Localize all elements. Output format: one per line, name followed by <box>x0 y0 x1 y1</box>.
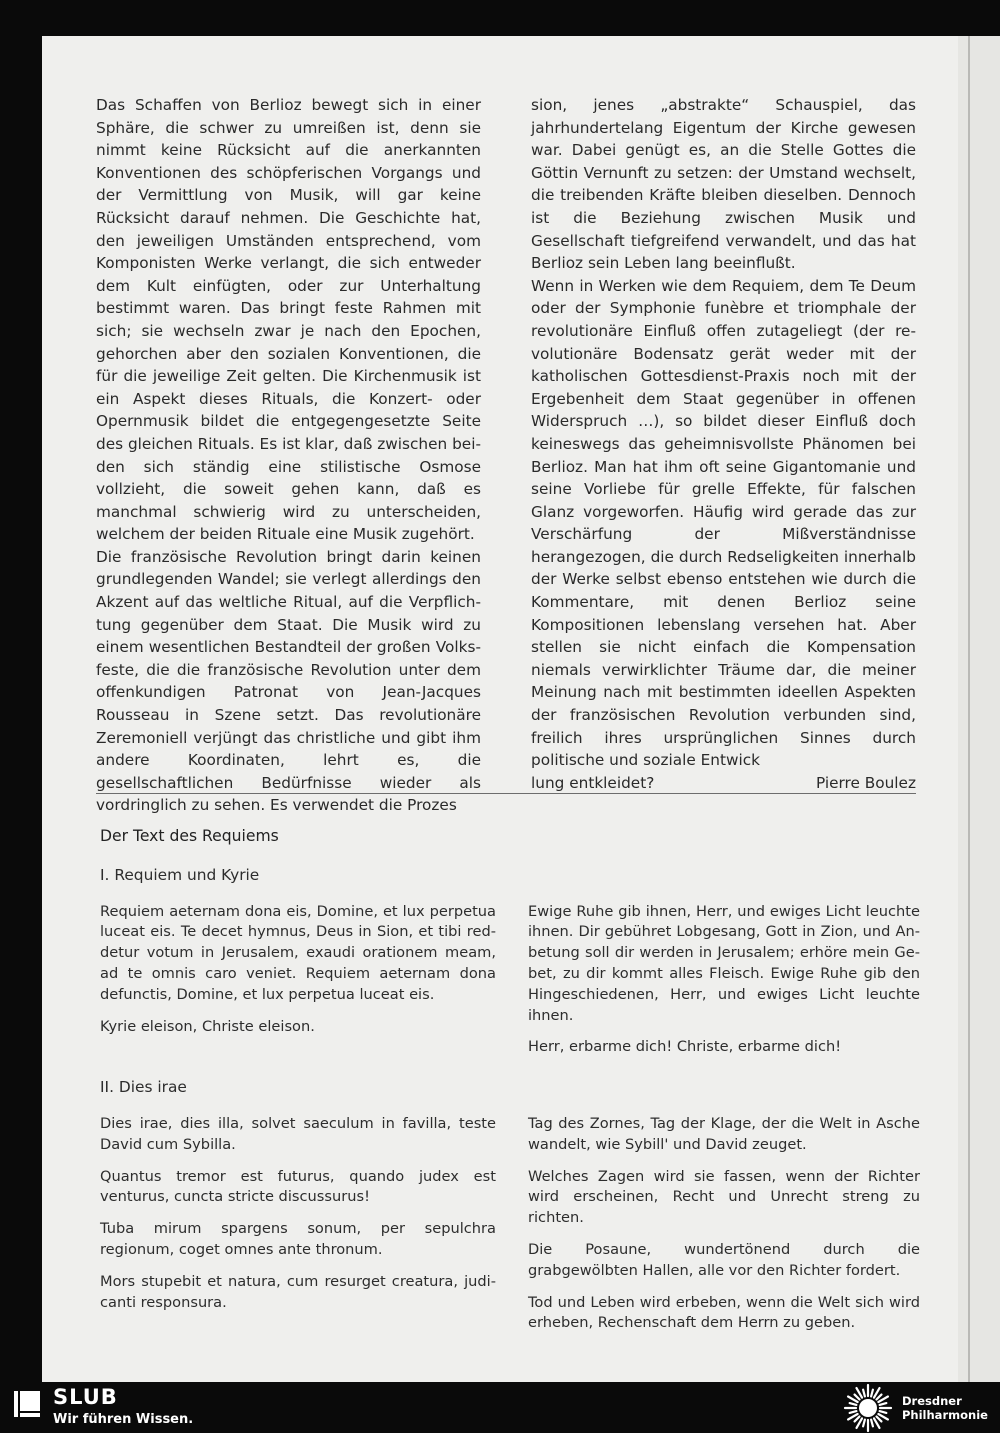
footer-bar <box>0 1382 1000 1433</box>
latin-verse: Tuba mirum spargens sonum, per sepulchra regionum, coget omnes ante thronum. <box>100 1220 496 1258</box>
sunburst-ray <box>855 1395 860 1400</box>
sunburst-ray <box>863 1420 865 1427</box>
book-stack-icon <box>14 1389 40 1419</box>
sunburst-ray <box>880 1403 887 1405</box>
sunburst-ray <box>850 1411 857 1413</box>
essay-column-right <box>531 94 916 817</box>
essay <box>96 94 916 817</box>
partner-name-line2: Philharmonie <box>902 1408 988 1422</box>
latin-column <box>100 1114 496 1345</box>
latin-column <box>100 902 496 1070</box>
sunburst-ray <box>876 1395 881 1400</box>
partner-name <box>902 1394 988 1422</box>
german-verse: Tod und Leben wird erbeben, wenn die Welt sich wird erheben, Rechenschaft dem Herrn zu geben. <box>528 1293 920 1332</box>
part-title-requiem-kyrie: I. Requiem und Kyrie <box>100 865 260 884</box>
essay-column-left <box>96 94 481 817</box>
latin-verse: Requiem aeternam dona eis, Domine, et lux perpetua luceat eis. Te decet hymnus, Deus in Sion, et tibi reddetur votum in Jerusalem, exaudi orationem meam, ad te omnis caro veniet. Requiem aeternam dona defunctis, Domine, et lux perpetua luceat eis. <box>100 902 496 1003</box>
sunburst-ray <box>876 1416 881 1421</box>
german-column <box>528 902 920 1070</box>
part-title-dies-irae: II. Dies irae <box>100 1078 187 1097</box>
slub-name: SLUB <box>53 1385 118 1409</box>
part2-verses <box>100 1114 920 1345</box>
page-fold <box>968 36 970 1382</box>
sunburst-ray <box>850 1403 857 1405</box>
latin-verse: Mors stupebit et natura, cum resurget creatura, judicanti responsura. <box>100 1272 496 1311</box>
section-title: Der Text des Requiems <box>100 827 279 845</box>
latin-verse: Quantus tremor est futurus, quando judex est venturus, cuncta stricte discussurus! <box>100 1167 496 1206</box>
german-column <box>528 1114 920 1345</box>
latin-verse: Dies irae, dies illa, solvet saeculum in favilla, teste David cum Sybilla. <box>100 1114 496 1153</box>
sunburst-ray <box>871 1420 873 1427</box>
sunburst-ray <box>855 1416 860 1421</box>
sunburst-icon <box>842 1383 894 1433</box>
essay-paragraph: Die französische Revolution bringt darin keinen grundlegenden Wandel; sie verlegt allerdings den Akzent auf das weltliche Ritual, auf die Verpflichtung gegenüber dem Staat. Die Musik wird zu einem wesentlichen Bestandteil der großen Volksfeste, die die französische Revolution unter dem offenkundigen Patronat von Jean-Jacques Rousseau in Szene setzt. Das revolutionäre Zeremoniell verjüngt das christliche und gibt ihm andere Koordinaten, lehrt es, die gesellschaftlichen Bedürfnisse wieder als vordringlich zu sehen. Es verwendet die Prozes <box>96 547 481 815</box>
essay-closing-line: lung entkleidet? <box>531 773 655 792</box>
sunburst-ray <box>871 1390 873 1397</box>
german-verse: Die Posaune, wundertönend durch die grabgewölbten Hallen, alle vor den Richter fordert. <box>528 1240 920 1279</box>
requiem-text <box>100 826 920 1345</box>
section-divider <box>96 793 916 794</box>
partner-name-line1: Dresdner <box>902 1394 962 1408</box>
essay-paragraph: sion, jenes „abstrakte“ Schauspiel, das jahrhundertelang Eigentum der Kirche gewesen war. Dabei genügt es, an die Stelle Gottes die Göttin Vernunft zu setzen: der Umstand wechselt, die treibenden Kräfte bleiben dieselben. Dennoch ist die Beziehung zwischen Musik und Gesellschaft tiefgreifend verwandelt, und das hat Berlioz sein Leben lang beeinflußt. <box>531 96 916 273</box>
essay-paragraph: Wenn in Werken wie dem Requiem, dem Te Deum oder der Symphonie funèbre et triomphale der revolutionäre Einfluß offen zutageliegt (der revolutionäre Bodensatz gerät weder mit der katholischen Gottesdienst-Praxis noch mit der Ergebenheit dem Staat gegenüber in offenen Widerspruch …), so bildet dieser Einfluß doch keineswegs das geheimnisvollste Phänomen bei Berlioz. Man hat ihm oft seine Gigantomanie und seine Vorliebe für grelle Effekte, für falschen Glanz vorgeworfen. Häufig wird gerade das zur Verschärfung der Mißverständnisse herangezogen, die durch Redseligkeiten innerhalb der Werke selbst ebenso entstehen wie durch die Kommentare, mit denen Berlioz seine Kompositionen lebenslang versehen hat. Aber stellen sie nicht einfach die Kompensation niemals verwirklichter Träume dar, die meiner Meinung nach mit bestimmten ideellen Aspekten der französischen Revolution verbunden sind, freilich ihres ursprünglichen Sinnes durch politische und soziale Entwick <box>531 276 916 770</box>
slub-tagline: Wir führen Wissen. <box>53 1412 194 1427</box>
german-verse: Welches Zagen wird sie fassen, wenn der Richter wird erscheinen, Recht und Unrecht streng zu richten. <box>528 1167 920 1227</box>
german-verse: Ewige Ruhe gib ihnen, Herr, und ewiges Licht leuchte ihnen. Dir gebühret Lobgesang, Gott in Zion, und Anbetung soll dir werden in Jerusalem; erhöre mein Gebet, zu dir kommt alles Fleisch. Ewige Ruhe gib den Hingeschiedenen, Herr, und ewiges Licht leuchte ihnen. <box>528 902 920 1024</box>
essay-author: Pierre Boulez <box>815 773 916 792</box>
latin-verse: Kyrie eleison, Christe eleison. <box>100 1017 315 1035</box>
german-verse: Herr, erbarme dich! Christe, erbarme dich! <box>528 1038 842 1056</box>
sunburst-ray <box>863 1390 865 1397</box>
essay-signoff <box>531 772 916 795</box>
part1-verses <box>100 902 920 1070</box>
essay-paragraph: Das Schaffen von Berlioz bewegt sich in einer Sphäre, die schwer zu umreißen ist, denn sie nimmt keine Rücksicht auf die anerkannten Konventionen des schöpferischen Vorgangs und der Vermittlung von Musik, will gar keine Rücksicht darauf nehmen. Die Geschichte hat, den jeweiligen Umständen entsprechend, vom Komponisten Werke verlangt, die sich entweder dem Kult einfügten, oder zur Unterhaltung bestimmt waren. Das bringt feste Rahmen mit sich; sie wechseln zwar je nach den Epochen, gehorchen aber den sozialen Konventionen, die für die jeweilige Zeit gelten. Die Kirchenmusik ist ein Aspekt dieses Rituals, die Konzert- oder Opernmusik bildet die entgegengesetzte Seite des gleichen Rituals. Es ist klar, daß zwischen beiden sich ständig eine stilistische Osmose vollzieht, die soweit gehen kann, daß es manchmal schwierig wird zu unterscheiden, welchem der beiden Rituale eine Musik zugehört. <box>96 96 481 544</box>
german-verse: Tag des Zornes, Tag der Klage, der die Welt in Asche wandelt, wie Sybill' und David zeuget. <box>528 1114 920 1153</box>
sunburst-ray <box>880 1411 887 1413</box>
next-page-edge <box>958 36 1000 1382</box>
